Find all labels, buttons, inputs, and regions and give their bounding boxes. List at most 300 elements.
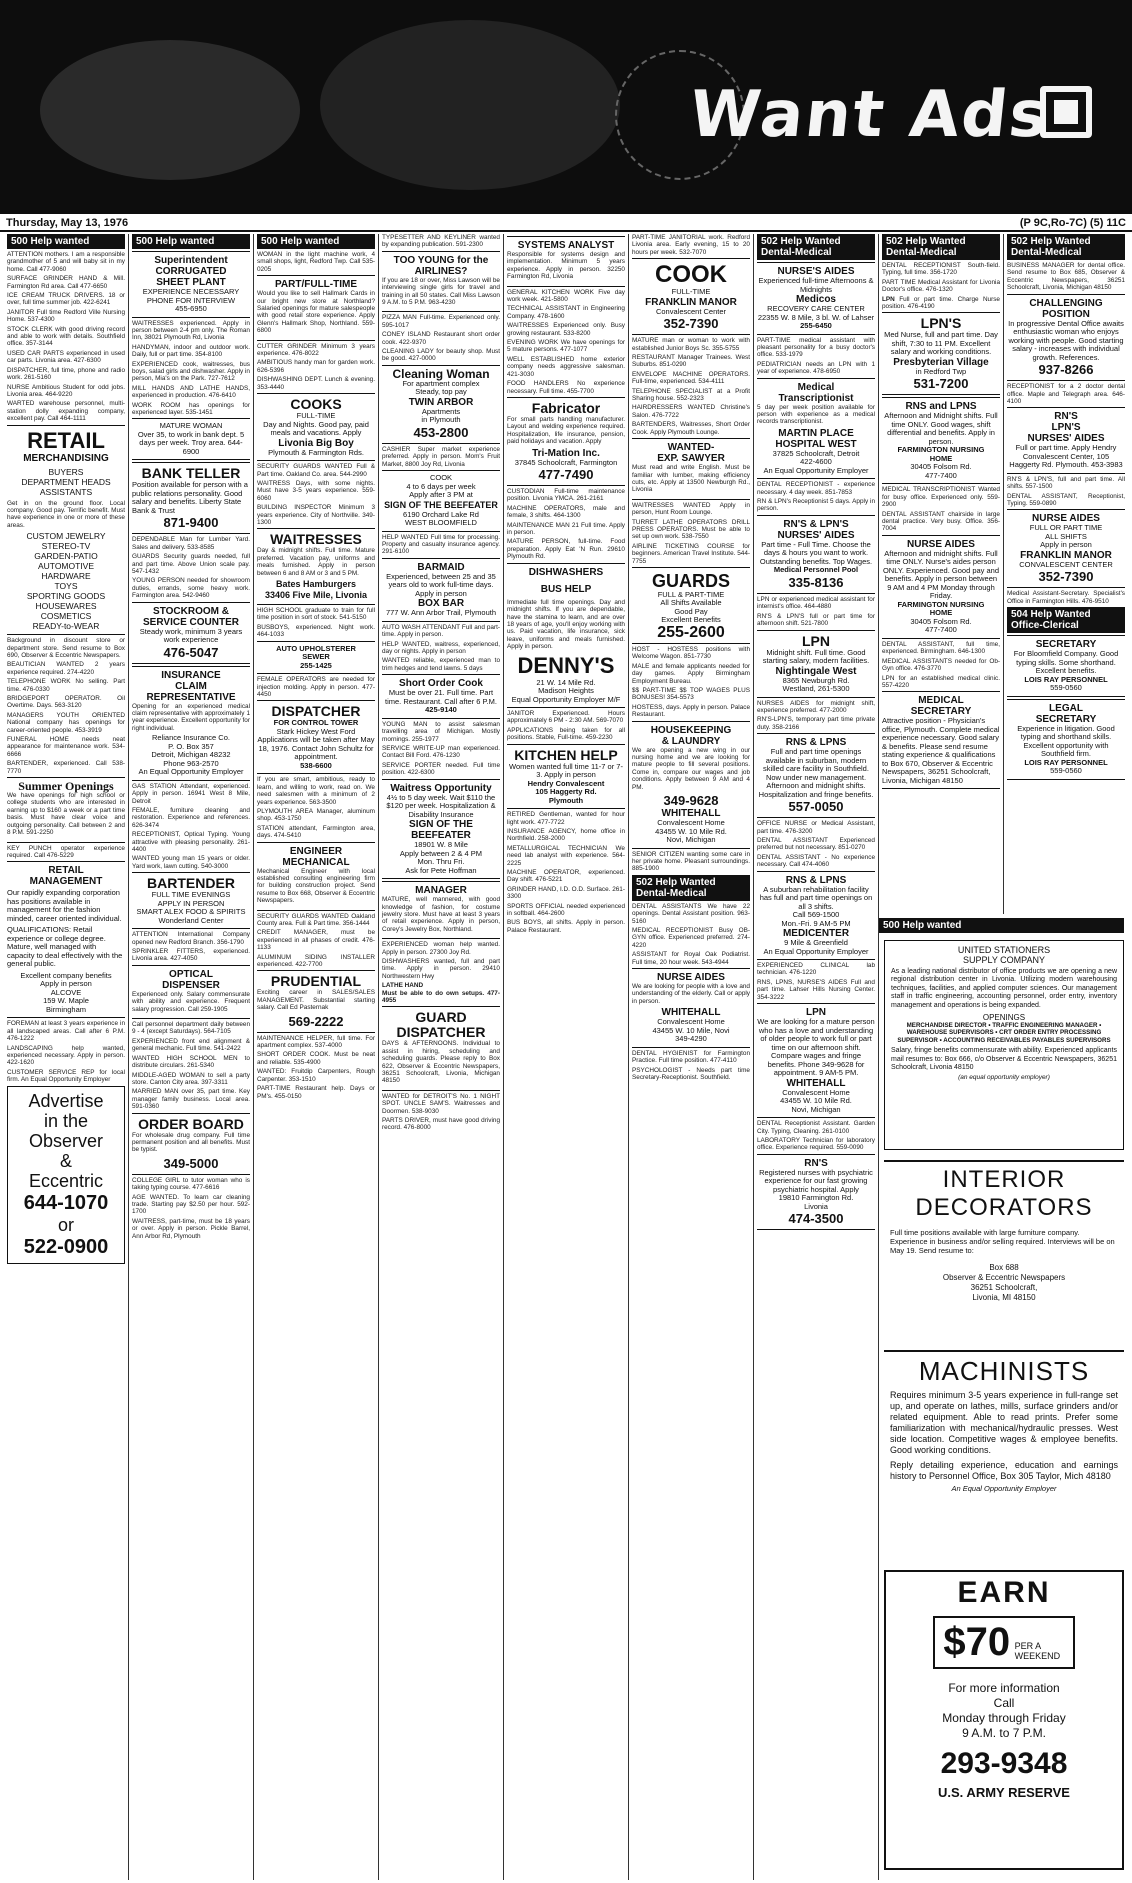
classified-ad: LABORATORY Technician for laboratory office. Experience required. 559-0090 — [757, 1136, 875, 1152]
legal-secretary-title: LEGAL SECRETARY — [1035, 702, 1097, 725]
ad-list — [632, 646, 750, 719]
retail-subtitle: MERCHANDISING — [23, 452, 109, 464]
classified-ad: STOCK CLERK with good driving record and able to work with details. Southfield office. 357-3144 — [7, 325, 125, 348]
stockroom-ad — [132, 602, 250, 664]
classified-ad: TYPESETTER AND KEYLINER wanted by expanding publication. 591-2300 — [382, 234, 500, 249]
medical-secretary-title: MEDICAL SECRETARY — [910, 695, 972, 718]
secretary-title: SECRETARY — [1035, 639, 1097, 651]
retail-ad — [7, 425, 125, 636]
lpns-presbyterian-ad — [882, 312, 1000, 395]
classified-ad: DENTAL ASSISTANTS We have 22 openings. Dental Assistant position. 963-5160 — [632, 902, 750, 925]
cooks-address: Plymouth & Farmington Rds. — [268, 447, 364, 457]
short-order-title: Short Order Cook — [399, 678, 483, 690]
prudential-title: PRUDENTIAL — [270, 973, 362, 990]
fabricator-body: For small parts handling manufacturer. Layout and welding experience required. Hospitalization, life insurance, pension, paid holidays and vacation. Apply — [507, 415, 625, 446]
interior-decorators-body: Full time positions available with large furniture company. Experience in business and/or selling required. Interviews will be on May 19. Send resume to: — [890, 1228, 1115, 1255]
ad-list — [382, 721, 500, 777]
classified-ad: LANDSCAPING help wanted, experienced necessary. Apply in person. 422-1620 — [7, 1044, 125, 1067]
retail-management-qualifications: QUALIFICATIONS: Retail experience or college degree. Mature, well managed with capacity to deal effectively with the general public. — [7, 925, 123, 969]
classified-ad: WORK ROOM has openings for experienced layer. 535-1451 — [132, 401, 250, 416]
classified-ad: ASSISTANT for Royal Oak Podiatrist. Full time, 20 hour week. 543-4944 — [632, 951, 750, 966]
masthead-texture — [320, 20, 620, 190]
ad-list — [382, 941, 500, 980]
legal-secretary-phone: 559-0560 — [1050, 766, 1082, 776]
superintendent-text: EXPERIENCE NECESSARY PHONE FOR INTERVIEW — [142, 287, 240, 305]
retail-management-ad — [7, 861, 125, 1018]
classified-ad: LPN or experienced medical assistant for internist's office. 464-4880 — [757, 595, 875, 611]
airlines-body: If you are 18 or over, Miss Lawson will be interviewing single girls for travel and training in all 50 states. Call Miss Lawson 9 A.M. to 5 P.M. 963-4230 — [382, 276, 500, 307]
legal-secretary-agency: LOIS RAY PERSONNEL — [1024, 757, 1108, 767]
manager-title: MANAGER — [415, 885, 467, 897]
classified-ad: BUILDING INSPECTOR Minimum 3 years experience. City of Northville. 349-1300 — [257, 504, 375, 526]
ad-list — [632, 851, 750, 873]
superintendent-ad — [132, 251, 250, 318]
guard-dispatcher-body: DAYS & AFTERNOONS. Individual to assist in hiring, scheduling and scheduling guards. Please reply to Box 622, Observer & Eccentric Newspapers, 36251 Schoolcraft, Livonia, Michigan 48150 — [382, 1040, 500, 1085]
classified-ad: WAITRESSES WANTED Apply in person, Hunt Room Lounge. — [632, 501, 750, 517]
ad-lathe: LATHE HAND Must be able to do own setups. 477-4955 — [382, 982, 500, 1004]
fabricator-place: Tri-Mation Inc. — [532, 447, 600, 459]
retail-title: RETAIL — [27, 427, 105, 453]
classified-ad: FEMALE, furniture cleaning and restoration. Experience and references. 626-3474 — [132, 806, 250, 829]
issue-date: Thursday, May 13, 1976 — [6, 217, 129, 229]
classified-ad: SPORTS OFFICIAL needed experienced in softball. 464-2600 — [507, 902, 625, 918]
classified-ad: CONEY ISLAND Restaurant short order cook. 422-9370 — [382, 331, 500, 346]
classified-ad: SENIOR CITIZEN wanting some care in her private home. Pleasant surroundings. 885-1900 — [632, 850, 750, 873]
cleaning-ad — [382, 365, 500, 444]
classified-ad: CUSTODIAN Full-time maintenance position. Livonia YMCA. 261-2161 — [507, 488, 625, 503]
fabricator-ad — [507, 397, 625, 486]
classified-ad: FUNERAL HOME needs neat appearance for maintenance work. 534-6666 — [7, 736, 125, 758]
classified-ad: DENTAL Receptionist Assistant. Garden City. Typing, Cleaning. 261-0100 — [757, 1120, 875, 1135]
secretary-phone: 559-0560 — [1050, 683, 1082, 693]
cooks-title: COOKS — [290, 396, 342, 413]
lpns-body: Med Nurse, full and part time. Day shift, 7:30 to 11 PM. Excellent salary and working conditions. — [884, 330, 998, 357]
retail-departments: CUSTOM JEWELRY STEREO-TV GARDEN-PATIO AUTOMOTIVE HARDWARE TOYS SPORTING GOODS HOUSEWARES COSMETICS READY-to-WEAR — [26, 531, 106, 632]
earn-title: EARN — [957, 1576, 1051, 1609]
upholsterer-ad — [257, 641, 375, 675]
barmaid-place: BOX BAR — [417, 598, 465, 610]
ad-list — [257, 251, 375, 273]
rns-and-lpns-ad — [882, 397, 1000, 484]
classified-ad: SECURITY GUARDS WANTED Full & Part time. Oakland Co. area. 544-2990 — [257, 463, 375, 478]
nurse-aides-franklin-ad — [1007, 509, 1125, 588]
rns-lpns-aides-place: Medical Personnel Pool — [773, 565, 859, 575]
classified-ad: WANTED young man 15 years or older. Yard work, lawn cutting. 540-3000 — [132, 855, 250, 870]
optical-ad — [132, 965, 250, 1019]
classified-ad: MIDDLE-AGED WOMAN to sell a party store. Canton City area. 397-3311 — [132, 1071, 250, 1086]
united-stationers-list: MERCHANDISE DIRECTOR • TRAFFIC ENGINEERING MANAGER • WAREHOUSE SUPERVISORS • CRT ORDER ENTRY PROCESSING SUPERVISOR • ACCOUNTING RECEIVABLES PAYABLES SUPERVISORS — [897, 1022, 1111, 1044]
classified-ad: LPN for an established medical clinic. 557-4220 — [882, 674, 1000, 689]
ad-list — [7, 637, 125, 758]
ad-list — [632, 1050, 750, 1082]
retail-management-title: RETAIL MANAGEMENT — [29, 865, 103, 888]
engineer-title: ENGINEER MECHANICAL — [282, 845, 350, 868]
column-5 — [504, 234, 629, 1880]
classified-ad: DISHWASHING DEPT. Lunch & evening. 353-4440 — [257, 376, 375, 391]
ad-list — [7, 251, 125, 423]
earn-amount-box — [933, 1616, 1074, 1669]
classified-ad: RESTAURANT Manager Trainees. West Suburbs. 851-0290 — [632, 354, 750, 369]
nurse-aides-title: NURSE AIDES — [657, 972, 725, 984]
rns-lpns-aides-body: Part time - Full Time. Choose the days & hours you want to work. Outstanding benefits. Top Wages. — [759, 539, 873, 566]
classified-ad: Call personnel department daily between 9 - 4 (except Saturdays). 564-7105 — [132, 1021, 250, 1036]
rns-psych-body: Registered nurses with psychiatric experience for our fast growing psychiatric hospital. Apply — [759, 1167, 873, 1194]
classified-ad: USED CAR PARTS experienced in used car parts. Livonia area. 427-6300 — [7, 349, 125, 365]
waitress-opportunity-ad — [382, 779, 500, 880]
classified-ad: SHORT ORDER COOK. Must be neat and reliable. 535-4900 — [257, 1051, 375, 1066]
classified-ad: SERVICE PORTER needed. Full time position. 422-6300 — [382, 761, 500, 777]
classified-ad: RETIRED Gentleman, wanted for hour light work. 477-7722 — [507, 811, 625, 826]
ad-list — [757, 481, 875, 513]
kitchen-help-title: KITCHEN HELP — [514, 746, 618, 763]
short-order-body: Must be over 21. Full time. Part time. Restaurant. Call after 6 P.M. — [385, 688, 497, 706]
nurse-aides-farmington-address: 30405 Folsom Rd. 477-7400 — [910, 616, 972, 635]
ad-list — [7, 1020, 125, 1083]
systems-analyst-ad — [507, 236, 625, 287]
lpn-title: LPN — [882, 295, 895, 303]
classified-ad: MALE and female applicants needed for day games. Apply Birmingham Employment Bureau. — [632, 662, 750, 685]
ad-list — [507, 488, 625, 561]
bartender-ad — [132, 872, 250, 929]
mature-woman-ad — [132, 418, 250, 460]
summer-body: We have openings for high school or college students who are interested in earning up to $160 a week or a part time basis. Must have clear voice and outgoing personality. Call between 2 and 8 P.M. 591-2250 — [7, 792, 125, 837]
lpn-title: LPN — [802, 632, 830, 649]
medical-secretary-body: Attractive position - Physician's office, Plymouth. Complete medical experience necessary. Good salary & benefits. Please send resume stating experience & qualifications to Box 670, Observer & Eccentric Newspapers, 36251 Schoolcraft, Livonia, Michigan 48150 — [882, 716, 1000, 785]
upholsterer-text: AUTO UPHOLSTERER SEWER 255-1425 — [276, 643, 356, 670]
retail-management-body: Our rapidly expanding corporation has positions available in management for the fashion minded, career oriented individual. — [7, 888, 122, 923]
beefeater-2-address: 18901 W. 8 Mile Apply between 2 & 4 PM Mon. Thru Fri. Ask for Pete Hoffman — [399, 840, 483, 875]
lpn-whitehall-place: WHITEHALL — [786, 1077, 846, 1089]
classified-ad: WARTED warehouse personnel, multi-station dolly expanding company, excellent pay. Call 464-1111 — [7, 400, 125, 423]
classified-ad: AGE WANTED. To learn car cleaning trade. Starting pay $2.50 per hour. 592-1700 — [132, 1193, 250, 1216]
classified-ad: ATTENTION International Company opened new Redford Branch. 356-1790 — [132, 931, 250, 946]
classified-ad: Background in discount store or department store. Send resume to Box 690, Observer & Eccentric Newspapers. — [7, 637, 125, 659]
classified-ad: RN'S-LPN'S, temporary part time private duty. 358-2166 — [757, 716, 875, 731]
classified-ad: ICE CREAM TRUCK DRIVERS. 18 or over, full time summer job. 422-6241 — [7, 292, 125, 307]
classified-ad: PSYCHOLOGIST - Needs part time Secretary-Receptionist. Southfield. — [632, 1066, 750, 1081]
interior-decorators-title: INTERIOR DECORATORS — [915, 1166, 1093, 1221]
classified-ad: MANAGERS YOUTH ORIENTED National company has openings for career-oriented people. 453-3919 — [7, 711, 125, 734]
ad-list — [382, 446, 500, 468]
barmaid-body: Experienced, between 25 and 35 years old to work full-time days. Apply in person — [386, 571, 496, 598]
machinists-eoe: An Equal Opportunity Employer — [951, 1484, 1057, 1493]
nurse-aides-body: We are looking for people with a love and understanding of the elderly. Call or apply in person. — [632, 983, 750, 1005]
dispatcher-phone: 538-6600 — [300, 760, 332, 770]
advertise-text: Advertise in the Observer & Eccentric — [28, 1090, 104, 1191]
ad-list — [507, 289, 625, 395]
ad-list — [882, 641, 1000, 689]
classified-ad: INSURANCE AGENCY, home office in Northfield. 258-2000 — [507, 827, 625, 843]
challenging-position-title: CHALLENGING POSITION — [1029, 297, 1103, 320]
beefeater-cook-text: COOK 4 to 6 days per week Apply after 3 PM at — [406, 473, 476, 500]
classified-ad: BUS BOYS, all shifts. Apply in person. Palace Restaurant. — [507, 919, 625, 934]
classified-ad: PLYMOUTH AREA Manager, aluminum shop. 453-1750 — [257, 807, 375, 823]
classified-ad: GUARDS Security guards needed, full and part time. Above Union scale pay. 547-1432 — [132, 553, 250, 575]
engineer-ad — [257, 842, 375, 911]
classified-columns — [4, 234, 1128, 1880]
classified-ad: MARRIED MAN over 35, part time. Key manager family business. Local area. 591-0360 — [132, 1088, 250, 1111]
classified-ad: SERVICE WRITE-UP man experienced. Contact Bill Ford. 476-1230 — [382, 744, 500, 760]
insurance-ad — [132, 666, 250, 781]
bus-help-title: BUS HELP — [540, 583, 592, 595]
lpns-place: Presbyterian Village — [893, 356, 989, 368]
classified-ad: PARTS DRIVER, must have good driving record. 476-8000 — [382, 1117, 500, 1132]
summer-ad — [7, 777, 125, 842]
classified-ad: WANTED HIGH SCHOOL MEN to distribute circulars. 261-5340 — [132, 1054, 250, 1070]
guards-ad — [632, 567, 750, 644]
housekeeping-place: WHITEHALL — [661, 808, 721, 820]
classified-ad: RNS, LPNS, NURSE'S AIDES Full and part time. Lahser Hills Nursing Center. 354-3222 — [757, 978, 875, 1001]
classified-ad: MATURE man or woman to work with established Junior Boys Sc. 355-5755 — [632, 337, 750, 352]
short-order-ad — [382, 674, 500, 719]
classified-ad: HIGH SCHOOL graduate to train for full time position in sort of stock. 541-5150 — [257, 606, 375, 622]
rns-and-lpns-body: Afternoon and Midnight shifts. Full time ONLY. Good wages, shift differential and benefits. Apply in person. — [884, 411, 998, 446]
rns-and-lpns-title: RNS and LPNS — [905, 401, 977, 413]
classified-ad: DENTAL ASSISTANT Experienced preferred but not necessary. 851-0270 — [757, 836, 875, 852]
classified-ad: SPRINKLER FITTERS, experienced. Livonia area. 427-4050 — [132, 948, 250, 963]
ad-list — [257, 607, 375, 639]
lpn-whitehall-body: We are looking for a mature person who has a love and understanding of older people to work full or part time on our afternoon shift. Compare wages and fringe benefits. Phone 349-9628 for appointment. 9 AM-5 PM. — [757, 1017, 875, 1078]
barmaid-ad — [382, 558, 500, 622]
housekeeping-body: We are opening a new wing in our nursing home and we are looking for mature people to fill several positions. Come in, compare our wages and job conditions. Apply between 9 AM and 4 PM. — [632, 746, 750, 791]
ad-list — [757, 596, 875, 628]
advertise-phone-1: 644-1070 — [23, 1191, 109, 1214]
order-board-title: ORDER BOARD — [138, 1115, 244, 1132]
classified-ad: WAITRESS Days, with some nights. Must have 3-5 years experience. 559-6060 — [257, 479, 375, 502]
classified-ad: MACHINE OPERATOR, experienced. Day shift. 476-5221 — [507, 869, 625, 884]
classified-ad: MEDICAL RECEPTIONIST Busy OB-GYN office. Experienced preferred. 274-4220 — [632, 927, 750, 949]
nurse-aides-farmington-body: Afternoon and midnight shifts. Full time ONLY. Nurse's aides person ONLY. Experienced. Good pay and benefits. Apply in person between 9 AM and 4 PM Monday through Friday. — [882, 548, 1000, 601]
part-full-time-ad — [257, 275, 375, 340]
stockroom-text: Steady work, minimum 3 years work experience — [139, 626, 243, 645]
classified-ad: AUTO WASH ATTENDANT Full and part-time. Apply in person. — [382, 623, 500, 639]
rns-lpns-nurses-body: Full or part time. Apply Hendry Convalescent Center, 105 Haggerty Rd. Plymouth. 453-3983 — [1009, 443, 1123, 470]
classified-ad: PEDIATRICIAN needs an LPN with 1 year of experience. 478-6950 — [757, 360, 875, 376]
dennys-eoe: Equal Opportunity Employer M/F — [511, 694, 621, 704]
classified-ad: DISPATCHER, full time, phone and radio work. 261-5160 — [7, 366, 125, 382]
ad-list — [382, 314, 500, 362]
martin-place-title: MARTIN PLACE HOSPITAL WEST — [775, 427, 857, 450]
column-1 — [4, 234, 129, 1880]
guard-dispatcher-ad — [382, 1006, 500, 1090]
lpn-whitehall-address: Convalescent Home 43455 W. 10 Mile Rd. Novi, Michigan — [780, 1087, 852, 1114]
classified-ad: RN & LPN's Receptionist 5 days. Apply in person. — [757, 498, 875, 513]
dennys-ad — [507, 563, 625, 708]
classified-ad: WELL ESTABLISHED home exterior company needs aggressive salesman. 421-3030 — [507, 355, 625, 378]
machinists-ad — [884, 1350, 1124, 1560]
classified-ad: EXPERIENCED front end alignment & general mechanic. Full time. 541-2422 — [132, 1037, 250, 1053]
dennys-logo: DENNY'S — [517, 652, 615, 678]
dispatcher-ad — [257, 700, 375, 774]
nurses-aides-ad — [757, 262, 875, 335]
lpns-title: LPN'S — [920, 315, 962, 332]
advertise-phone-2: 522-0900 — [23, 1235, 109, 1258]
earn-org: U.S. ARMY RESERVE — [938, 1785, 1070, 1800]
column-8 — [879, 234, 1004, 914]
fabricator-phone: 477-7490 — [538, 467, 594, 483]
classified-ad: HELP WANTED, waitress, experienced, day or nights. Apply in person — [382, 640, 500, 656]
cook-place: FRANKLIN MANOR — [645, 296, 737, 308]
lpn-body: Midnight shift. Full time. Good starting salary, modern facilities. — [762, 647, 870, 665]
dispatcher-subtitle: FOR CONTROL TOWER — [273, 718, 359, 728]
classified-ad: CUTTER GRINDER Minimum 3 years experience. 476-8022 — [257, 342, 375, 358]
classified-ad: EXPERIENCED CLINICAL lab technician. 476-1220 — [757, 962, 875, 977]
advertise-or: or — [57, 1214, 74, 1235]
prudential-phone: 569-2222 — [288, 1013, 344, 1029]
airlines-title: TOO YOUNG for the AIRLINES? — [393, 254, 489, 277]
challenging-position-phone: 937-8266 — [1038, 362, 1094, 378]
nurses-aides-title: NURSE'S AIDES — [777, 266, 855, 277]
cook-ad — [632, 258, 750, 335]
classified-ad: EVENING WORK We have openings for 5 mature persons. 477-1077 — [507, 339, 625, 354]
masthead-texture — [40, 40, 300, 180]
classified-ad: HAIRDRESSERS WANTED Christine's Salon. 476-7722 — [632, 404, 750, 419]
optical-title: OPTICAL DISPENSER — [162, 968, 220, 991]
waitresses-ad — [257, 528, 375, 605]
classified-ad: JANITOR Full time Redford Ville Nursing Home. 537-4300 — [7, 308, 125, 324]
ad-list — [757, 700, 875, 732]
retail-positions: BUYERS DEPARTMENT HEADS ASSISTANTS — [21, 466, 111, 497]
medicenter-title: RNS & LPNS — [785, 874, 847, 886]
classified-ad: STATION attendant, Farmington area, days. 474-5410 — [257, 824, 375, 840]
waitress-opportunity-title: Waitress Opportunity — [390, 782, 492, 794]
rns-psych-address: 19810 Farmington Rd. Livonia — [778, 1193, 854, 1211]
ad-list — [882, 486, 1000, 532]
rns-lpns-aides-phone: 335-8136 — [788, 574, 844, 590]
classified-ad: TELEPHONE SPECIALIST at a Profit Sharing house. 552-2323 — [632, 387, 750, 403]
ad-list — [507, 811, 625, 934]
kitchen-help-body: Women wanted full time 11-7 or 7-3. Apply in person — [509, 761, 623, 780]
ad-list — [1007, 262, 1125, 292]
machinists-reply: Reply detailing experience, education and earnings history to Personnel Office, Box 305 Taylor, Mich 48180 — [890, 1460, 1118, 1481]
classified-ad: NURSE Ambitious Student for odd jobs. Livonia area. 464-9220 — [7, 383, 125, 398]
machinists-title: MACHINISTS — [918, 1356, 1090, 1386]
beefeater-cook-ad — [382, 470, 500, 532]
classified-ad: DENTAL ASSISTANT - No experience necessary. Call 474-4060 — [757, 853, 875, 869]
bank-teller-body: Position available for person with a public relations personality. Good salary and benefits. Liberty State Bank & Trust — [132, 480, 248, 515]
ad-list — [632, 337, 750, 436]
nurse-aides-franklin-address: CONVALESCENT CENTER — [1019, 559, 1113, 569]
column-6 — [629, 234, 754, 1880]
ad-lpn — [882, 296, 1000, 311]
rns-psych-title: RN'S — [804, 1157, 828, 1169]
nurse-aides-franklin-place: FRANKLIN MANOR — [1020, 549, 1112, 561]
classified-ad: TECHNICAL ASSISTANT in Engineering Company. 478-1600 — [507, 305, 625, 320]
classified-ad: TELEPHONE WORK No selling. Part time. 476-0330 — [7, 678, 125, 693]
rns-lpns-nurses-title: RN'S LPN'S NURSES' AIDES — [1027, 411, 1105, 445]
classified-ad: MACHINE OPERATORS, male and female, 3 shifts. 464-1300 — [507, 504, 625, 520]
rns-lpns-aides-title: RN'S & LPN'S NURSES' AIDES — [777, 518, 855, 541]
rns-lpns-aides-ad — [757, 515, 875, 594]
waitress-opportunity-body: 4½ to 5 day week. Wait $110 the $120 per week. Hospitalization & Disability Insurance — [386, 792, 496, 819]
ad-list — [757, 820, 875, 868]
dennys-body: Immediate full time openings. Day and midnight shifts. If you are dependable, have the stamina to learn, and are over 18 years of age, you'll enjoy working with us. Paid vacation, life insurance, sick leave, uniforms and meals furnished. Apply in person. — [507, 598, 625, 651]
secretary-body: For Bloomfield Company. Good typing skills. Some shorthand. Excellent benefits. — [1013, 649, 1119, 676]
manager-ad — [382, 881, 500, 939]
section-header: 502 Help Wanted Dental-Medical — [882, 234, 1000, 260]
classified-ad: CREDIT MANAGER, must be experienced in all phases of credit. 476-1133 — [257, 929, 375, 952]
ad-list — [257, 913, 375, 969]
ad-list — [757, 962, 875, 1001]
section-header: 502 Help Wanted Dental-Medical — [632, 875, 750, 901]
nurse-aides-place: WHITEHALL — [661, 1007, 721, 1019]
insurance-body: Opening for an experienced medical claim representative with approximately 1 year experience. Excellent opportunity for right individual. — [132, 702, 250, 732]
beefeater-address: 6190 Orchard Lake Rd WEST BLOOMFIELD — [403, 509, 479, 528]
stockroom-title: STOCKROOM & SERVICE COUNTER — [143, 605, 239, 628]
cook-phone: 352-7390 — [663, 316, 719, 332]
lpn-ad — [757, 630, 875, 698]
classified-ad: DENTAL ASSISTANT, full time, experienced. Birmingham. 646-1300 — [882, 640, 1000, 656]
army-reserve-ad — [884, 1570, 1124, 1870]
housekeeping-ad — [632, 721, 750, 849]
classified-ad: HOSTESS, days. Apply in person. Palace Restaurant. — [632, 703, 750, 719]
lpns-phone: 531-7200 — [913, 376, 969, 392]
classified-ad: DISHWASHERS wanted, full and part time. Apply in person. 29410 Northwestern Hwy — [382, 957, 500, 980]
classified-ad: WAITRESSES experienced. Apply in person between 2-4 pm only. The Roman Inn, 38021 Plymouth Rd, Livonia — [132, 319, 250, 342]
classified-ad: MAINTENANCE MAN 21 Full time. Apply in person. — [507, 521, 625, 537]
united-stationers-title: UNITED STATIONERS SUPPLY COMPANY — [957, 945, 1051, 965]
earn-amount: $70 — [943, 1620, 1011, 1664]
mature-woman-text: MATURE WOMAN Over 35, to work in bank dept. 5 days per week. Troy area. 644-6900 — [137, 421, 245, 456]
masthead-title: Want Ads — [686, 78, 1054, 152]
order-board-phone: 349-5000 — [163, 1155, 219, 1171]
ad-list — [132, 931, 250, 963]
lpn-whitehall-ad — [757, 1003, 875, 1118]
waitresses-body: Day & midnight shifts. Full time. Mature preferred. Vacation pay, uniforms and meals furnished. Apply in person between 6 and 8 AM or 3 and 5 PM. — [257, 547, 375, 577]
prudential-body: Exciting career in SALES/SALES MANAGEMENT. Substantial starting salary. Call Ed Pasternak — [257, 989, 375, 1012]
classified-ad: ALUMINUM SIDING INSTALLER experienced. 422-7700 — [257, 953, 375, 969]
classified-ad: WANTED: Fruitdip Carpenters, Rough Carpenter. 353-1510 — [257, 1068, 375, 1083]
ad-list — [132, 320, 250, 417]
classified-ad: YOUNG MAN to assist salesman travelling area of Michigan. Mostly mornings. 255-1977 — [382, 720, 500, 743]
medicenter-address: 9 Mile & Greenfield An Equal Opportunity Employer — [763, 938, 869, 956]
classified-ad: PART TIME Medical Assistant for Livonia Doctor's office. 476-1320 — [882, 278, 1000, 294]
beefeater-2-title: SIGN OF THE BEEFEATER — [409, 819, 473, 842]
classified-ad: MATURE PERSON, full-time. Food preparation. Apply Eat 'N Run. 29610 Plymouth Rd. — [507, 538, 625, 561]
optical-body: Experienced only. Salary commensurate with ability and experience. Frequent salary progression. Call 259-1905 — [132, 990, 250, 1013]
dateline — [0, 214, 1132, 232]
medicenter-body: A suburban rehabilitation facility has full and part time openings on all 3 shifts. — [759, 884, 873, 911]
section-header: 500 Help wanted — [132, 234, 250, 249]
classified-ad: GRINDER HAND, I.D. O.D. Surface. 261-3300 — [507, 885, 625, 901]
interior-decorators-ad — [884, 1160, 1124, 1340]
classified-ad: BUSINESS MANAGER for dental office. Send resume to Box 685, Observer & Eccentric Newspapers, 36251 Schoolcraft, Livonia, Michigan 48150 — [1007, 262, 1125, 292]
classified-ad: HOST - HOSTESS positions with Welcome Wagon. 851-7730 — [632, 645, 750, 661]
part-full-time-title: PART/FULL-TIME — [274, 279, 358, 291]
barmaid-title: BARMAID — [417, 561, 465, 573]
bartender-title: BARTENDER — [147, 875, 235, 892]
classified-ad: SECURITY GUARDS WANTED Oakland County area. Full & Part time. 356-1444 — [257, 912, 375, 927]
challenging-position-body: In progressive Dental Office awaits enthusiastic woman who enjoys working with people. Good starting salary - increases with individual growth. References. — [1008, 318, 1124, 362]
earn-info: For more information Call Monday through Friday 9 A.M. to 7 P.M. — [942, 1681, 1066, 1740]
ad-keypunch: KEY PUNCH operator experience required. Call 476-5229 — [7, 844, 125, 859]
challenging-position-ad — [1007, 294, 1125, 382]
classified-ad: If you are smart, ambitious, ready to learn, and willing to work, read on. We need salesmen with a minimum of 2 years experience. 563-3500 — [257, 776, 375, 806]
ad-list — [257, 1035, 375, 1100]
guards-text: FULL & PART-TIME All Shifts Available Good Pay Excellent Benefits — [657, 589, 725, 625]
dennys-address: 21 W. 14 Mile Rd. Madison Heights — [536, 677, 596, 696]
cooks-ad — [257, 393, 375, 461]
classified-ad: $$ PART-TIME $$ TOP WAGES PLUS BONUSES! 354-5573 — [632, 687, 750, 702]
ad-list — [382, 234, 500, 249]
ad-list — [632, 903, 750, 966]
retail-body: Get in on the ground floor. Local company. Good pay. Terrific benefit. Must have experience in one or more of these areas. — [7, 499, 125, 529]
dishwashers-title: DISHWASHERS — [528, 566, 604, 578]
classified-ad: WAITRESSES Experienced only. Busy growing restaurant. 533-8200 — [507, 322, 625, 337]
section-header: 500 Help wanted — [879, 918, 1124, 933]
united-stationers-body: As a leading national distributor of office products we are opening a new regional distribution center in Livonia. Utilizing modern warehousing techniques, facilities, and applied computer sciences. Our management staff in traffic engineering, accounting personnel, order entry, inventory management and operations is being expanded. — [891, 968, 1117, 1009]
classified-ad: PART-TIME JANITORIAL work. Redford Livonia area. Early evening, 15 to 20 hours per week. 532-7070 — [632, 234, 750, 256]
